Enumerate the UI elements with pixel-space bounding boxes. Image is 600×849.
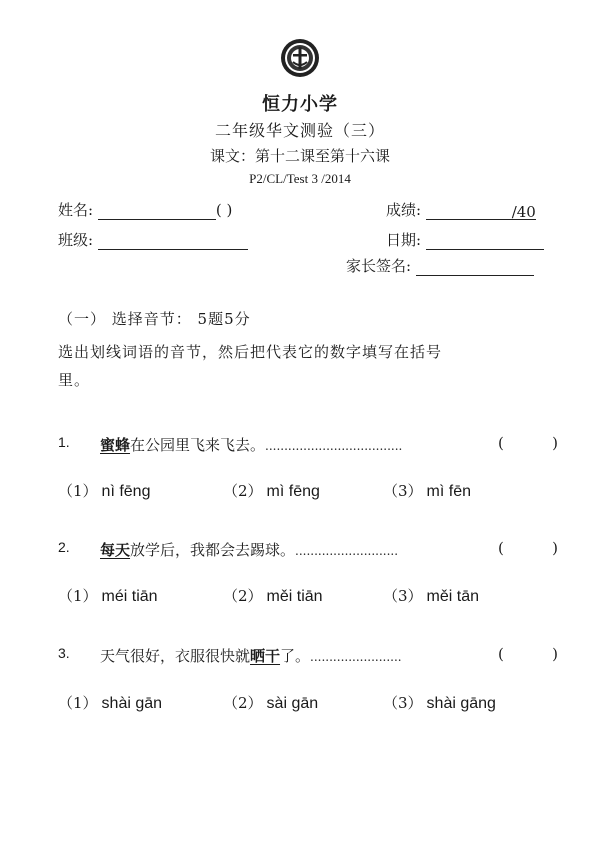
answer-bracket[interactable]: ( ) [498,645,558,663]
question-3 [58,645,558,667]
parent-signature-label: 家长签名: [346,257,412,275]
score-label: 成绩: [386,201,422,219]
option-2: （2） měi tiān [223,587,323,605]
question-number: 1. [58,434,70,450]
option-1: （1） nì fēng [58,482,151,500]
question-1 [58,434,558,456]
option-1: （1） shài gān [58,694,163,712]
lesson-range: 课文：第十二课至第十六课 [209,147,390,165]
question-1-options [58,480,558,502]
parent-signature-blank[interactable] [416,260,534,276]
question-sentence: 每天放学后，我都会去踢球。........................... [100,541,399,559]
question-number: 2. [58,539,70,555]
answer-bracket[interactable]: ( ) [498,539,558,557]
parent-signature-field [346,255,534,276]
instruction-line-1: 选出划线词语的音节，然后把代表它的数字填写在括号 [58,343,443,361]
class-blank[interactable] [98,234,248,250]
question-2-options [58,585,558,607]
option-3: （3） měi tān [383,587,480,605]
instruction-line-2: 里。 [58,371,91,389]
school-name: 恒力小学 [262,94,338,115]
underlined-word: 每天 [100,541,131,559]
name-field [58,199,232,220]
question-number: 3. [58,645,70,661]
question-2 [58,539,558,561]
score-blank[interactable] [426,204,536,220]
question-3-options [58,692,558,714]
class-label: 班级: [58,231,94,249]
date-label: 日期: [386,231,422,249]
underlined-word: 蜜蜂 [100,436,131,454]
option-1: （1） méi tiān [58,587,158,605]
option-2: （2） mì fēng [223,482,320,500]
question-sentence: 天气很好，衣服很快就晒干了。........................ [100,647,402,665]
option-2: （2） sài gān [223,694,319,712]
class-number-blank[interactable]: ( ) [215,201,233,219]
question-sentence: 蜜蜂在公园里飞来飞去。.................................... [100,436,403,454]
section-title: （一） 选择音节： 5题5分 [58,310,251,328]
name-label: 姓名: [58,201,94,219]
class-field [58,229,248,250]
option-3: （3） mì fēn [383,482,472,500]
date-blank[interactable] [426,234,544,250]
school-logo-icon [280,38,320,78]
test-code: P2/CL/Test 3 /2014 [249,171,351,186]
score-field [386,199,536,220]
test-title: 二年级华文测验（三） [214,121,385,140]
answer-bracket[interactable]: ( ) [498,434,558,452]
underlined-word: 晒干 [250,647,281,665]
name-blank[interactable] [98,204,216,220]
score-total: /40 [511,203,536,221]
date-field [386,229,544,250]
option-3: （3） shài gāng [383,694,496,712]
